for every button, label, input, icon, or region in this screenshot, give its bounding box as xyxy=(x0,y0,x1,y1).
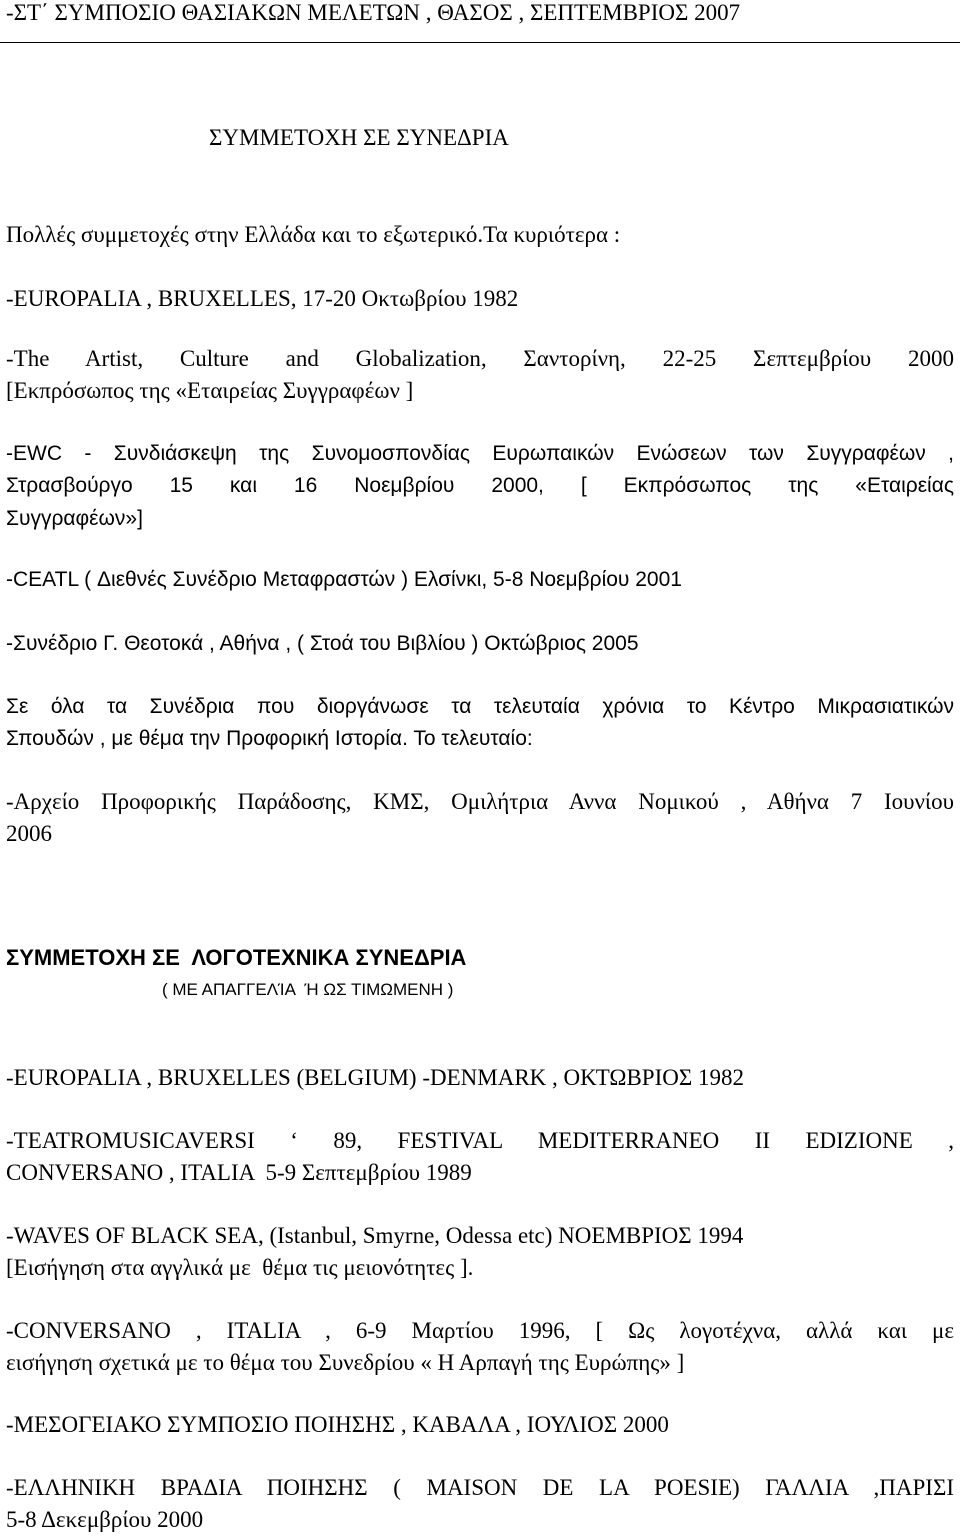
running-header: -ΣΤ΄ ΣΥΜΠΟΣΙΟ ΘΑΣΙΑΚΩΝ ΜΕΛΕΤΩΝ , ΘΑΣΟΣ , ΣΕΠΤΕΜΒΡΙΟΣ 2007 xyxy=(6,0,741,25)
list-item: -CEATL ( Διεθνές Συνέδριο Μεταφραστών ) Ελσίνκι, 5-8 Νοεμβρίου 2001 xyxy=(6,568,682,591)
list-item: 2006 xyxy=(6,821,52,846)
list-item: Σε όλα τα Συνέδρια που διοργάνωσε τα τελευταία χρόνια το Κέντρο Μικρασιατικών xyxy=(6,695,954,718)
list-item: -WAVES OF BLACK SEA, (Istanbul, Smyrne, Odessa etc) ΝΟΕΜΒΡΙΟΣ 1994 xyxy=(6,1223,744,1248)
list-item: -TEATROMUSICAVERSI ‘ 89, FESTIVAL MEDITERRANEO II EDIZIONE , xyxy=(6,1128,954,1153)
list-item: -Αρχείο Προφορικής Παράδοσης, ΚΜΣ, Ομιλήτρια Αννα Νομικού , Αθήνα 7 Ιουνίου xyxy=(6,789,954,814)
header-rule xyxy=(0,42,960,43)
list-item: -ΕΛΛΗΝΙΚΗ ΒΡΑΔΙΑ ΠΟΙΗΣΗΣ ( MAISON DE LA POESIE) ΓΑΛΛΙΑ ,ΠΑΡΙΣΙ xyxy=(6,1475,954,1500)
intro-line: Πολλές συμμετοχές στην Ελλάδα και το εξωτερικό.Τα κυριότερα : xyxy=(6,222,621,247)
list-item: [Εκπρόσωπος της «Εταιρείας Συγγραφέων ] xyxy=(6,378,414,403)
section-heading-literary: ΣΥΜΜΕΤΟΧΗ ΣΕ ΛΟΓΟΤΕΧΝΙΚΑ ΣΥΝΕΔΡΙΑ xyxy=(6,945,467,970)
list-item: Συγγραφέων»] xyxy=(6,507,143,530)
list-item: CONVERSANO , ITALIA 5-9 Σεπτεμβρίου 1989 xyxy=(6,1160,472,1185)
list-item: [Εισήγηση στα αγγλικά με θέμα τις μειονότητες ]. xyxy=(6,1255,474,1280)
list-item: εισήγηση σχετικά με το θέμα του Συνεδρίου « Η Αρπαγή της Ευρώπης» ] xyxy=(6,1350,685,1375)
list-item: -CONVERSANO , ITALIA , 6-9 Μαρτίου 1996, [ Ως λογοτέχνα, αλλά και με xyxy=(6,1318,954,1343)
list-item: -EUROPALIA , BRUXELLES (BELGIUM) -DENMARK , ΟΚΤΩΒΡΙΟΣ 1982 xyxy=(6,1065,744,1090)
list-item: Σπουδών , με θέμα την Προφορική Ιστορία. Το τελευταίο: xyxy=(6,727,533,750)
section-heading-conferences: ΣΥΜΜΕΤΟΧΗ ΣΕ ΣΥΝΕΔΡΙΑ xyxy=(209,125,509,150)
list-item: -ΜΕΣΟΓΕΙΑΚΟ ΣΥΜΠΟΣΙΟ ΠΟΙΗΣΗΣ , ΚΑΒΑΛΑ , ΙΟΥΛΙΟΣ 2000 xyxy=(6,1412,669,1437)
list-item: -The Artist, Culture and Globalization, Σαντορίνη, 22-25 Σεπτεμβρίου 2000 xyxy=(6,346,954,371)
list-item: Στρασβούργο 15 και 16 Νοεμβρίου 2000, [ Εκπρόσωπος της «Εταιρείας xyxy=(6,474,954,497)
list-item: 5-8 Δεκεμβρίου 2000 xyxy=(6,1507,204,1532)
list-item: -Συνέδριο Γ. Θεοτοκά , Αθήνα , ( Στοά του Βιβλίου ) Οκτώβριος 2005 xyxy=(6,632,639,655)
list-item: -EWC - Συνδιάσκεψη της Συνομοσπονδίας Ευρωπαικών Ενώσεων των Συγγραφέων , xyxy=(6,442,954,465)
section-subheading: ( ΜΕ ΑΠΑΓΓΕΛΊΑ Ή ΩΣ ΤΙΜΩΜΕΝΗ ) xyxy=(162,980,454,999)
list-item: -EUROPALIA , BRUXELLES, 17-20 Οκτωβρίου 1982 xyxy=(6,286,519,311)
